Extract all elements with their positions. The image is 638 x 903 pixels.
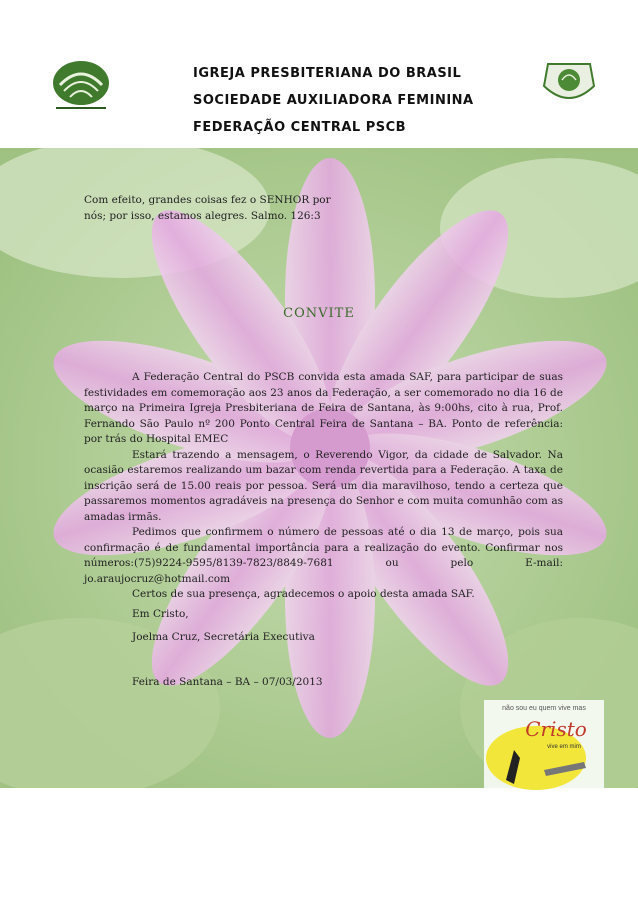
letterhead <box>0 0 638 148</box>
paragraph-confirmation: Pedimos que confirmem o número de pessoas até o dia 13 de março, pois sua confirmação é de fundamental importância para a realização do evento. Confirmar nos números:(75)9224-9595/8139-7823/8849-7681 ou pelo E-mail: jo.araujocruz@hotmail.com <box>84 526 563 585</box>
cristo-stamp <box>484 700 604 792</box>
place-date: Feira de Santana – BA – 07/03/2013 <box>132 676 323 688</box>
stamp-top-text: não sou eu quem vive mas <box>502 705 586 712</box>
bible-verse: Com efeito, grandes coisas fez o SENHOR por nós; por isso, estamos alegres. Salmo. 126:3 <box>84 194 331 222</box>
federation-logo <box>50 55 112 111</box>
paragraph-message: Estará trazendo a mensagem, o Reverendo Vigor, da cidade de Salvador. Na ocasião estaremos realizando um bazar com renda revertida para a Federação. A taxa de inscrição será de 15.00 reais por pessoa. Será um dia maravilhoso, tendo a certeza que passaremos momentos agradáveis na presença do Senhor e com muita comunhão com as amadas irmãs. <box>84 448 563 523</box>
society-name: SOCIEDADE AUXILIADORA FEMININA <box>193 93 474 108</box>
paragraph-invitation: A Federação Central do PSCB convida esta amada SAF, para participar de suas festividades em comemoração aos 23 anos da Federação, a ser comemorado no dia 16 de março na Primeira Igreja Presbiteriana de Feira de Santana, às 9:00hs, cito à rua, Prof. Fernando São Paulo nº 200 Ponto Central Feira de Santana – BA. Ponto de referência: por trás do Hospital EMEC <box>84 371 563 445</box>
saf-logo <box>540 58 598 108</box>
paragraph-thanks: Certos de sua presença, agradecemos o apoio desta amada SAF. <box>132 588 475 600</box>
church-name: IGREJA PRESBITERIANA DO BRASIL <box>193 66 462 81</box>
signature: Joelma Cruz, Secretária Executiva <box>132 631 315 643</box>
federation-name: FEDERAÇÃO CENTRAL PSCB <box>193 120 407 135</box>
stamp-sub-text: vive em mim <box>547 744 581 750</box>
salutation: Em Cristo, <box>132 608 189 620</box>
page-title: CONVITE <box>283 306 355 321</box>
invitation-body <box>84 370 563 603</box>
stamp-main-text: Cristo <box>525 717 587 741</box>
letterhead-text <box>193 66 474 147</box>
